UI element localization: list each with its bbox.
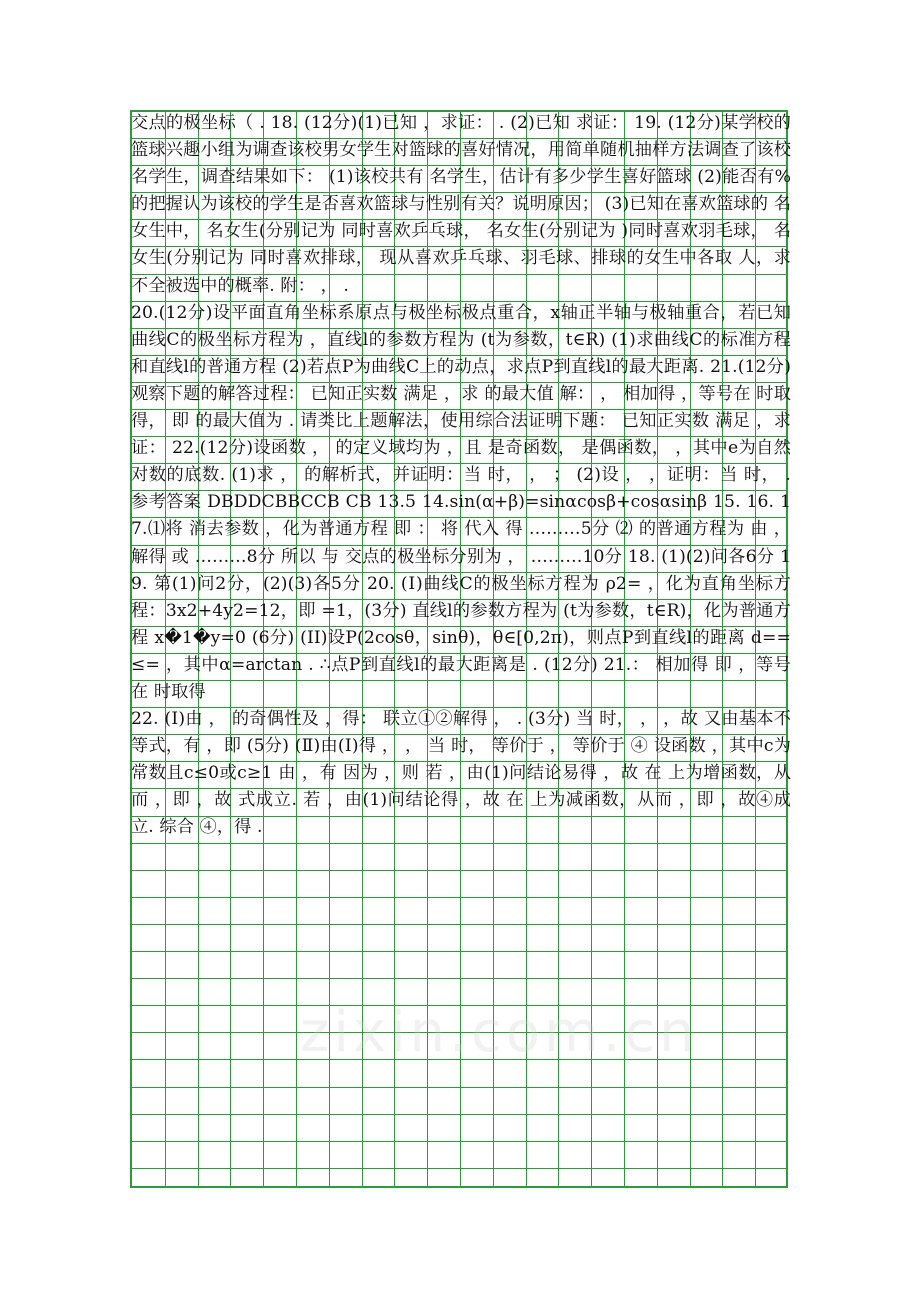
- paragraph-3: 22. (Ⅰ)由 ， 的奇偶性及 ，得： 联立①②解得 ， . (3分) 当 时， ， ，故 又由基本不等式，有 ，即 (5分) (Ⅱ)由(Ⅰ)得 ， ， 当 时， 等价于 ， 等价于 ④ 设函数 ，其中c为常数且c≤0或c≥1 由 ，有 因为 ，则 若 ，由(1)问结论易得 ，故 在 上为增函数，从而 ，即 ，故 式成立. 若 ，由(1)问结论得 ，故 在 上为减函数，从而 ，即 ，故④成立. 综合 ④，得 .: [131, 709, 791, 838]
- grid-row-line: [132, 1114, 786, 1115]
- paragraph-2: 20.(12分)设平面直角坐标系原点与极坐标极点重合，x轴正半轴与极轴重合，若已知曲线C的极坐标方程为 ，直线l的参数方程为 (t为参数，t∈R) (1)求曲线C的标准方程和直线l的普通方程 (2)若点P为曲线C上的动点，求点P到直线l的最大距离. 21.(12分)观察下题的解答过程： 已知正实数 满足 ，求 的最大值 解： ， 相加得 ，等号在 时取得， 即 的最大值为 . 请类比上题解法，使用综合法证明下题： 已知正实数 满足 ，求证： 22.(12分)设函数 ， 的定义域均为 ，且 是奇函数， 是偶函数， ，其中e为自然对数的底数. (1)求 ， 的解析式，并证明：当 时， ， ； (2)设 ， ，证明：当 时， . 参考答案 DBDDCBBCCB CB 13.5 14.sin(α+β)=sinαcosβ+cosαsinβ 15. 16. 17.⑴将 消去参数 ，化为普通方程 即 ： 将 代入 得 ………5分 ⑵ 的普通方程为 由 ，解得 或 ………8分 所以 与 交点的极坐标分别为 ， ………10分 18. (1)(2)问各6分 19. 第(1)问2分，(2)(3)各5分 20. (Ⅰ)曲线C的极坐标方程为 ρ2= ，化为直角坐标方程：3x2+4y2=12，即 =1，(3分) 直线l的参数方程为 (t为参数，t∈R)，化为普通方程 x�1�y=0 (6分) (II)设P(2cosθ，sinθ)，θ∈[0,2π)，则点P到直线l的距离 d==≤= ，其中α=arctan . ∴点P到直线l的最大距离是 . (12分) 21.： 相加得 即 ，等号在 时取得: [131, 302, 791, 702]
- grid-row-line: [132, 1168, 786, 1169]
- grid-row-line: [132, 924, 786, 925]
- grid-row-line: [132, 1059, 786, 1060]
- grid-row-line: [132, 843, 786, 844]
- grid-row-line: [132, 1005, 786, 1006]
- grid-row-line: [132, 870, 786, 871]
- grid-row-line: [132, 1032, 786, 1033]
- grid-row-line: [132, 897, 786, 898]
- grid-row-line: [132, 951, 786, 952]
- grid-row-line: [132, 978, 786, 979]
- grid-row-line: [132, 1141, 786, 1142]
- watermark: zixin.com.cn: [300, 1000, 699, 1065]
- document-body: [131, 110, 791, 842]
- grid-row-line: [132, 1087, 786, 1088]
- paragraph-1: 交点的极坐标（ . 18. (12分)(1)已知 ，求证： . (2)已知 求证： 19. (12分)某学校的篮球兴趣小组为调查该校男女学生对篮球的喜好情况，用简单随机抽样方法调查了该校 名学生，调查结果如下： (1)该校共有 名学生，估计有多少学生喜好篮球 (2)能否有%的把握认为该校的学生是否喜欢篮球与性别有关？说明原因； (3)已知在喜欢篮球的 名女生中， 名女生(分别记为 同时喜欢乒乓球， 名女生(分别记为 )同时喜欢羽毛球， 名女生(分别记为 同时喜欢排球， 现从喜欢乒乓球、羽毛球、排球的女生中各取 人，求 不全被选中的概率. 附： ， .: [131, 113, 791, 296]
